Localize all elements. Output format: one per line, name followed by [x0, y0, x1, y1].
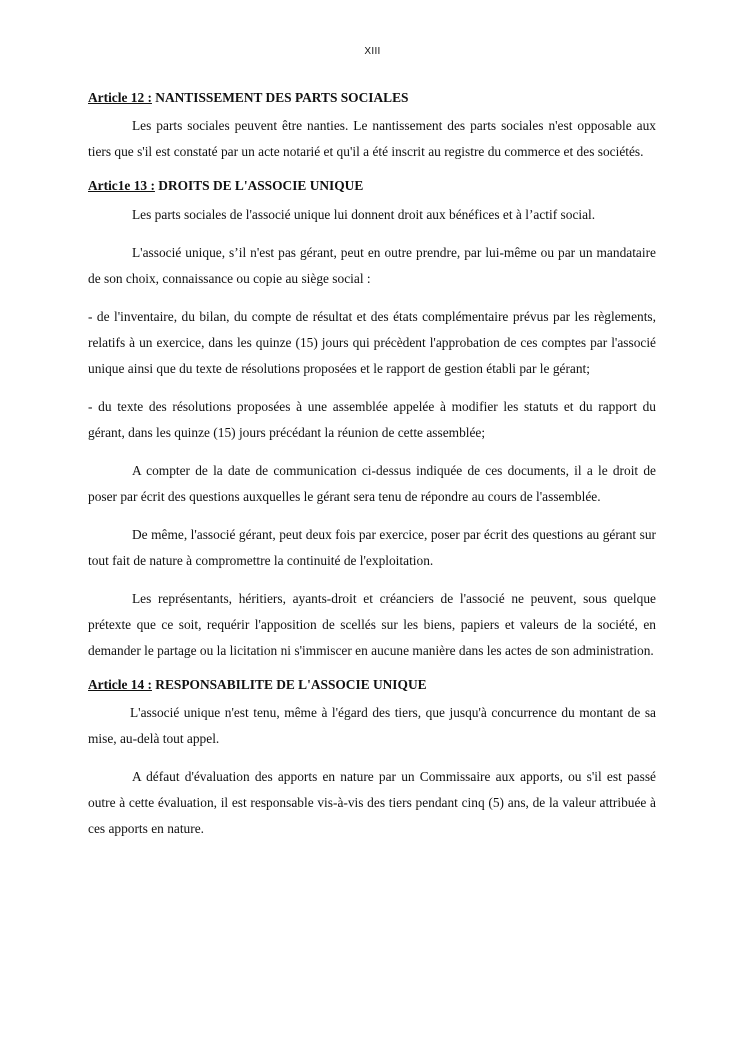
article-13-label: Artic1e 13 :: [88, 178, 155, 193]
document-body: [88, 88, 656, 842]
article-13-paragraph-5: A compter de la date de communication ci-dessus indiquée de ces documents, il a le droit de poser par écrit des questions auxquelles le gérant sera tenu de répondre au cours de l'assemblée.: [88, 463, 656, 504]
article-14-paragraph-2: A défaut d'évaluation des apports en nature par un Commissaire aux apports, ou s'il est passé outre à cette évaluation, il est responsable vis-à-vis des tiers pendant cinq (5) ans, de la valeur attribuée à ces apports en nature.: [88, 769, 656, 836]
article-14-heading: [88, 675, 656, 695]
article-13-heading: [88, 176, 656, 196]
article-13-paragraph-4: - du texte des résolutions proposées à une assemblée appelée à modifier les statuts et du rapport du gérant, dans les quinze (15) jours précédant la réunion de cette assemblée;: [88, 399, 656, 440]
article-14-label: Article 14 :: [88, 677, 152, 692]
article-12-label: Article 12 :: [88, 90, 152, 105]
article-13-title: DROITS DE L'ASSOCIE UNIQUE: [154, 178, 364, 193]
article-13-paragraph-7: Les représentants, héritiers, ayants-droit et créanciers de l'associé ne peuvent, sous quelque prétexte que ce soit, requérir l'apposition de scellés sur les biens, papiers et valeurs de la société, en demander le partage ou la licitation ni s'immiscer en aucune manière dans les actes de son administration.: [88, 591, 656, 658]
article-13-paragraph-3: - de l'inventaire, du bilan, du compte de résultat et des états complémentaire prévus par les règlements, relatifs à un exercice, dans les quinze (15) jours qui précèdent l'approbation de ces comptes par l'associé unique ainsi que du texte de résolutions proposées et le rapport de gestion établi par le gérant;: [88, 309, 656, 376]
article-12-heading: [88, 88, 656, 108]
page-number: XIII: [364, 46, 381, 57]
article-12-title: NANTISSEMENT DES PARTS SOCIALES: [151, 90, 409, 105]
article-13-paragraph-1: Les parts sociales de l'associé unique lui donnent droit aux bénéfices et à l’actif social.: [132, 207, 596, 222]
article-14-paragraph-1: L'associé unique n'est tenu, même à l'égard des tiers, que jusqu'à concurrence du montant de sa mise, au-delà tout appel.: [88, 705, 656, 746]
article-13-paragraph-6: De même, l'associé gérant, peut deux fois par exercice, poser par écrit des questions au gérant sur tout fait de nature à compromettre la continuité de l'exploitation.: [88, 527, 656, 568]
article-12-paragraph-1: Les parts sociales peuvent être nanties. Le nantissement des parts sociales n'est opposable aux tiers que s'il est constaté par un acte notarié et qu'il a été inscrit au registre du commerce et des sociétés.: [88, 118, 656, 159]
article-13-paragraph-2: L'associé unique, s’il n'est pas gérant, peut en outre prendre, par lui-même ou par un mandataire de son choix, connaissance ou copie au siège social :: [88, 245, 656, 286]
article-14-title: RESPONSABILITE DE L'ASSOCIE UNIQUE: [151, 677, 427, 692]
